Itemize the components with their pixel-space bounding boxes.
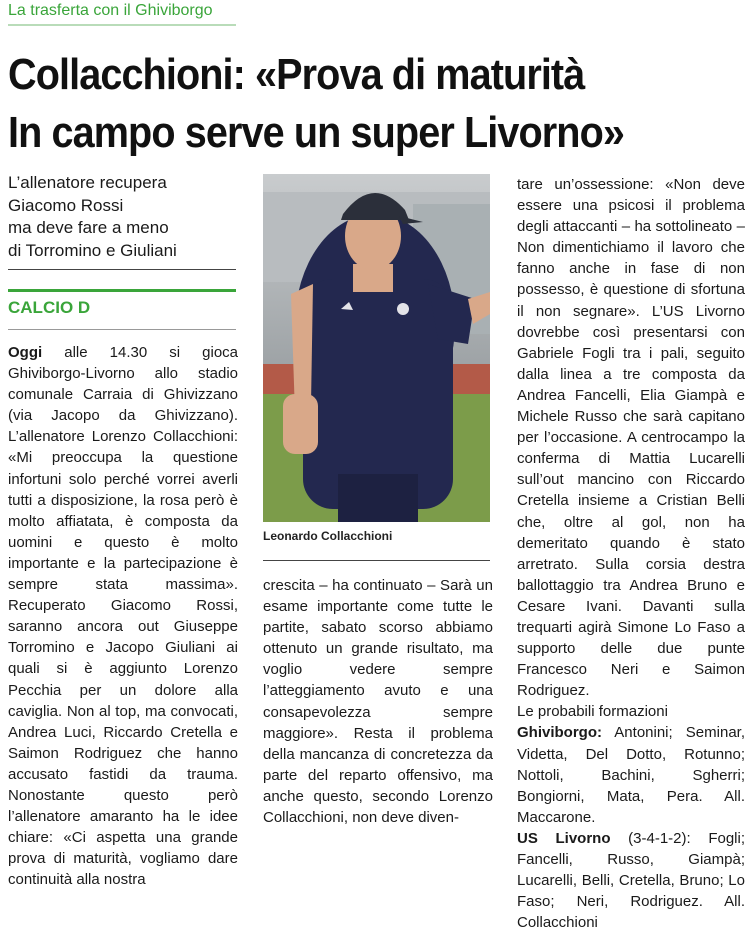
team-name: US Livorno [517,829,611,847]
divider [8,269,236,270]
headline-line-1: Collacchioni: «Prova di maturità [8,50,585,99]
kicker: La trasferta con il Ghiviborgo [8,2,236,26]
deck-line: L’allenatore recupera [8,173,167,192]
section-label: CALCIO D [8,298,91,317]
article-column-1 [8,342,238,890]
formations-heading: Le probabili formazioni [517,703,668,721]
article-column-3 [517,174,745,933]
deck-line: ma deve fare a meno [8,218,169,237]
photo-caption: Leonardo Collacchioni [263,529,393,543]
deck-line: di Torromino e Giuliani [8,240,177,260]
lead-word: Oggi [8,344,43,361]
coach-photo [263,174,490,522]
subheadline [8,172,236,262]
divider [8,329,236,330]
body-text: tare un’ossessione: «Non deve essere una psicosi il problema degli attaccanti – ha sottolineato – Non dimentichiamo il lavoro che fanno anche in fase di non possesso, è questione di sfortuna il non segnare». L’US Livorno dovrebbe così presentarsi con Gabriele Fogli tra i pali, seguito dalla linea a tre composta da Andrea Fancelli, Elia Giampà e Michele Russo che sarà capitano per l’occasione. A centrocampo la conferma di Mattia Lucarelli sull’out mancino con Riccardo Cretella insieme a Cristian Belli che, oltre al gol, non ha demeritato quando è stato arretrato. Sulla corsia destra ballottaggio tra Andrea Bruno e Cesare Ivani. Davanti sulla trequarti agirà Simone Lo Faso a supporto delle due punte Francesco Neri e Saimon Rodriguez. [517,176,745,700]
photo-illustration [263,174,490,522]
team-name: Ghiviborgo: [517,724,602,742]
section-rule [8,289,236,292]
deck-line: Giacomo Rossi [8,195,124,215]
divider [263,560,490,561]
body-text: crescita – ha continuato – Sarà un esame importante come tutte le partite, sabato scorso abbiamo ottenuto un grande risultato, ma voglio vedere sempre l’atteggiamento avuto e una consapevolezza sempre maggiore». Resta il problema della mancanza di concretezza da parte del reparto offensivo, ma anche questo, secondo Lorenzo Collacchioni, non deve diven- [263,577,493,827]
body-text: alle 14.30 si gioca Ghiviborgo-Livorno allo stadio comunale Carraia di Ghivizzano (via Jacopo da Ghivizzano). L’allenatore Lorenzo Collacchioni: «Mi preoccupa la questione infortuni solo perché vorrei averli tutti a disposizione, la rosa però è molto affiatata, è composta da uomini e questo è molto importante e la partecipazione è sempre stata massima». Recuperato Giacomo Rossi, saranno ancora out Giuseppe Torromino e Jacopo Giuliani ai quali si è aggiunto Lorenzo Pecchia per un dolore alla caviglia. Non al top, ma convocati, Andrea Luci, Riccardo Cretella e Saimon Rodriguez che hanno accusato fastidi da trauma. Nonostante questo però l’allenatore amaranto ha le idee chiare: «Ci aspetta una grande prova di maturità, vogliamo dare continuità alla nostra [8,344,238,889]
lineup-text: (3-4-1-2): Fogli; Fancelli, Russo, Giampà; Lucarelli, Belli, Cretella, Bruno; Lo Faso; Neri, Rodriguez. All. Collacchioni [517,829,745,932]
lineup-text: Antonini; Seminar, Videtta, Del Dotto, Rotunno; Nottoli, Bachini, Sgherri; Bongiorni, Mata, Pera. All. Maccarone. [517,724,745,826]
headline [8,46,679,162]
headline-line-2: In campo serve un super Livorno» [8,108,624,157]
article-column-2 [263,575,493,828]
